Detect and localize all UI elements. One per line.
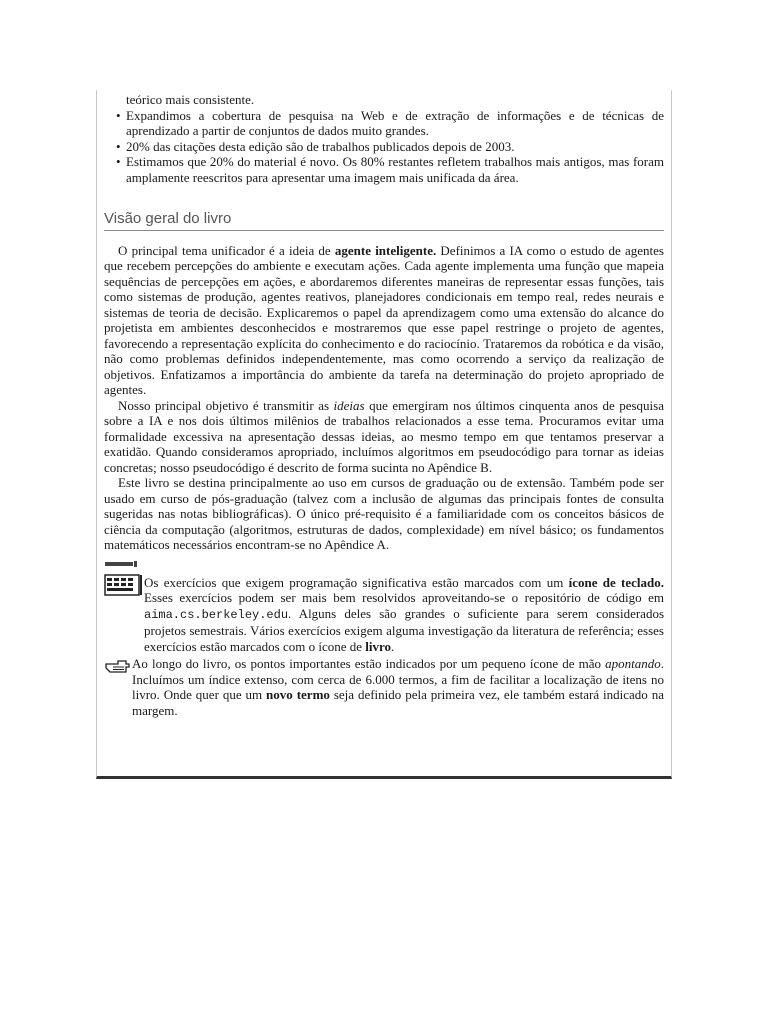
- list-item: • Expandimos a cobertura de pesquisa na Web e de extração de informações e de técnicas de aprendizado a partir de conjuntos de dados muito grandes.: [116, 107, 664, 138]
- emphasis-pointing: apontando: [605, 656, 661, 671]
- paragraph-objective: Nosso principal objetivo é transmitir as ideias que emergiram nos últimos cinquenta anos de pesquisa sobre a IA e nos dois últimos milênios de trabalhos relacionados a esse tema. Procuramos evitar uma formalidade excessiva na apresentação dessas ideias, ao mesmo tempo em que tentamos preservar a exatidão. Quando consideramos apropriado, incluímos algoritmos em pseudocódigo para tornar as ideias concretas; nosso pseudocódigo é descrito de forma sucinta no Apêndice B.: [104, 397, 664, 475]
- bullet-list: [104, 92, 664, 185]
- keyboard-icon: [104, 561, 142, 597]
- term-keyboard-icon: ícone de teclado.: [568, 574, 665, 590]
- list-item: • Estimamos que 20% do material é novo. Os 80% restantes refletem trabalhos mais antigos, mas foram amplamente reescritos para apresentar uma imagem mais unificada da área.: [116, 154, 664, 185]
- bullet-marker: •: [116, 107, 121, 123]
- emphasis-ideas: ideias: [333, 397, 365, 413]
- term-book-icon: livro: [365, 638, 392, 654]
- document-body: [104, 92, 664, 718]
- paragraph-exercises: Os exercícios que exigem programação significativa estão marcados com um ícone de teclado. Esses exercícios podem ser mais bem resolvidos aproveitando-se o repositório de código em aima.cs.berkeley.edu. Alguns deles são grandes o suficiente para serem considerados projetos semestrais. Vários exercícios exigem alguma investigação da literatura de referência; esses exercícios estão marcados com o ícone de livro.: [104, 575, 664, 655]
- pointing-hand-icon: [104, 656, 130, 674]
- section-heading: Visão geral do livro: [104, 211, 664, 231]
- bullet-marker: •: [116, 154, 121, 169]
- term-new-term: novo termo: [266, 687, 330, 702]
- paragraph-agent-theme: O principal tema unificador é a ideia de agente inteligente. Definimos a IA como o estudo de agentes que recebem percepções do ambiente e executam ações. Cada agente implementa uma função que mapeia sequências de percepções em ações, e abordaremos diferentes maneiras de representar essas funções, tais como sistemas de produção, agentes reativos, planejadores condicionais em tempo real, redes neurais e sistemas de teoria de decisão. Explicaremos o papel da aprendizagem como uma extensão do alcance do projetista em ambientes desconhecidos e mostraremos que esse papel restringe o projeto de agentes, favorecendo a representação explícita do conhecimento e do raciocínio. Trataremos da robótica e da visão, não como problemas definidos independentemente, mas como ocorrendo a serviço da realização de objetivos. Enfatizamos a importância do ambiente da tarefa na determinação do projeto apropriado de agentes.: [104, 242, 664, 397]
- url-link[interactable]: aima.cs.berkeley.edu: [144, 607, 289, 622]
- paragraph-index: Ao longo do livro, os pontos importantes estão indicados por um pequeno ícone de mão apontando. Incluímos um índice extenso, com cerca de 6.000 termos, a fim de facilitar a localização de itens no livro. Onde quer que um novo termo seja definido pela primeira vez, ele também estará indicado na margem.: [104, 656, 664, 718]
- list-item: • 20% das citações desta edição são de trabalhos publicados depois de 2003.: [116, 138, 515, 154]
- bullet-marker: •: [116, 138, 121, 154]
- list-item: teórico mais consistente.: [126, 92, 255, 107]
- term-intelligent-agent: agente inteligente.: [334, 242, 437, 258]
- paragraph-audience: Este livro se destina principalmente ao uso em cursos de graduação ou de extensão. Também pode ser usado em curso de pós-graduação (talvez com a inclusão de algumas das principais fontes de consulta sugeridas nas notas bibliográficas). O único pré-requisito é a familiaridade com os conceitos básicos de ciência da computação (algoritmos, estruturas de dados, complexidade) em nível básico; os fundamentos matemáticos necessários encontram-se no Apêndice A.: [104, 475, 664, 552]
